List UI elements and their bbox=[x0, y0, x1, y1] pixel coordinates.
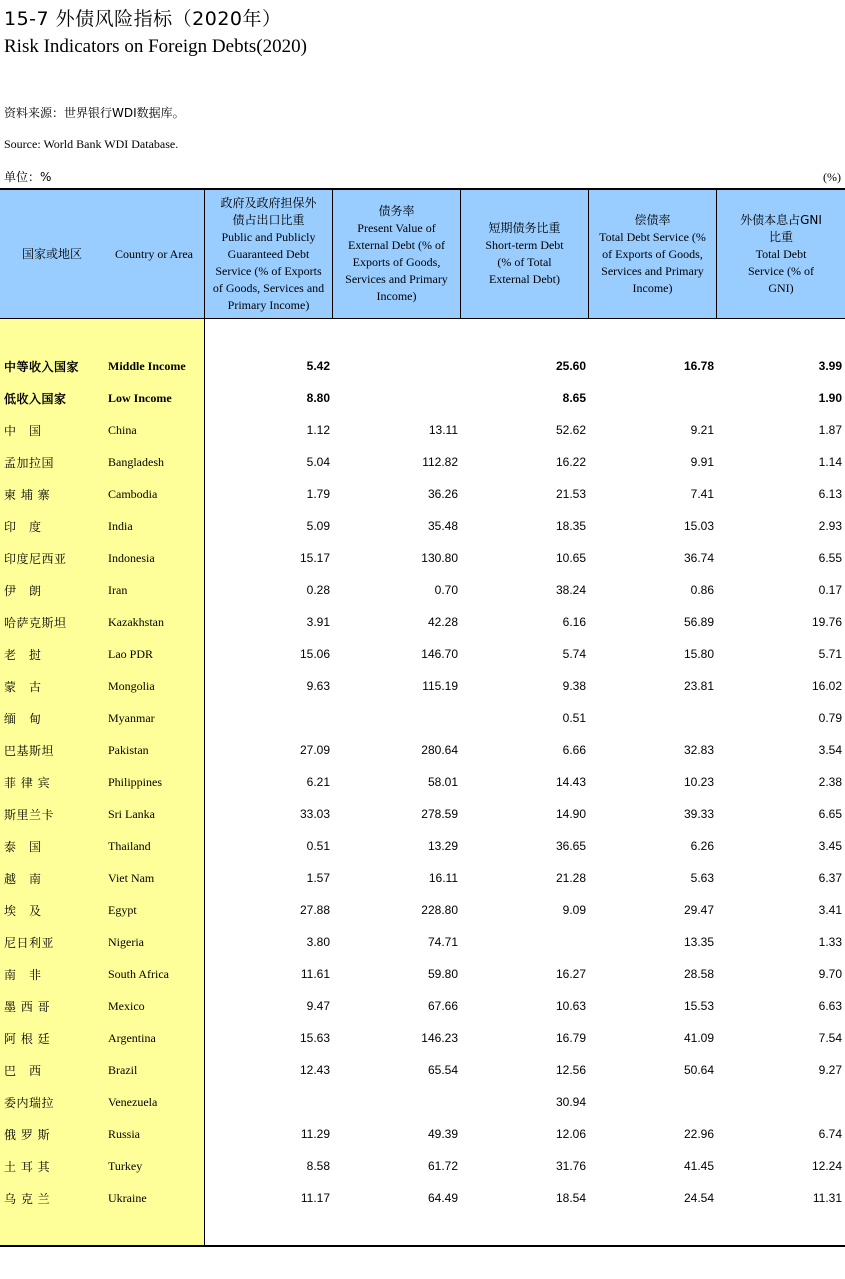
row-country-cn: 印度尼西亚 bbox=[4, 552, 67, 566]
row-country-cn: 印 度 bbox=[4, 520, 42, 534]
row-country-en: Philippines bbox=[108, 775, 163, 789]
row-country-en: Indonesia bbox=[108, 551, 155, 565]
cell-total-debt-service: 0.86 bbox=[690, 583, 714, 597]
header-col3-en: Short-term Debt (% of Total External Debt) bbox=[485, 238, 564, 286]
cell-total-debt-service: 15.80 bbox=[683, 647, 714, 661]
table-row bbox=[0, 958, 845, 990]
table-row bbox=[0, 1150, 845, 1182]
row-country-cn: 柬 埔 寨 bbox=[4, 488, 51, 502]
cell-ppg-debt-service: 6.21 bbox=[306, 775, 330, 789]
row-country-cn: 中等收入国家 bbox=[4, 360, 80, 374]
row-country-cn: 委内瑞拉 bbox=[4, 1096, 55, 1110]
cell-debt-service-gni: 6.55 bbox=[818, 551, 842, 565]
header-col1 bbox=[204, 190, 332, 318]
row-country-en: Lao PDR bbox=[108, 647, 153, 661]
cell-ppg-debt-service: 27.09 bbox=[299, 743, 330, 757]
cell-debt-service-gni: 1.90 bbox=[818, 391, 842, 405]
row-country-en: Ukraine bbox=[108, 1191, 147, 1205]
row-country-en: Viet Nam bbox=[108, 871, 155, 885]
cell-total-debt-service: 13.35 bbox=[683, 935, 714, 949]
unit-label-right: (%) bbox=[823, 170, 841, 184]
header-col5 bbox=[716, 190, 845, 318]
row-country-cn: 土 耳 其 bbox=[4, 1160, 51, 1174]
cell-debt-service-gni: 2.93 bbox=[818, 519, 842, 533]
cell-short-term-debt: 5.74 bbox=[562, 647, 586, 661]
cell-ppg-debt-service: 11.29 bbox=[300, 1127, 330, 1141]
row-country-en: Kazakhstan bbox=[108, 615, 164, 629]
row-country-en: Mongolia bbox=[108, 679, 155, 693]
table-row bbox=[0, 414, 845, 446]
cell-debt-service-gni: 19.76 bbox=[811, 615, 842, 629]
row-country-en: China bbox=[108, 423, 137, 437]
table-row bbox=[0, 894, 845, 926]
row-country-en: Low Income bbox=[108, 391, 172, 405]
cell-debt-ratio: 112.82 bbox=[422, 455, 458, 469]
cell-short-term-debt: 14.90 bbox=[555, 807, 586, 821]
header-col2-cn: 债务率 bbox=[378, 204, 415, 218]
cell-ppg-debt-service: 8.58 bbox=[306, 1159, 330, 1173]
cell-debt-ratio: 278.59 bbox=[421, 807, 458, 821]
row-country-cn: 哈萨克斯坦 bbox=[4, 616, 67, 630]
row-country-cn: 墨 西 哥 bbox=[4, 1000, 51, 1014]
cell-debt-ratio: 67.66 bbox=[427, 999, 458, 1013]
header-col4-en: Total Debt Service (% of Exports of Goods, Services and Primary Income) bbox=[599, 229, 706, 295]
cell-debt-service-gni: 6.37 bbox=[818, 871, 842, 885]
cell-short-term-debt: 36.65 bbox=[555, 839, 586, 853]
cell-short-term-debt: 21.28 bbox=[555, 871, 586, 885]
cell-debt-service-gni: 6.65 bbox=[818, 807, 842, 821]
cell-short-term-debt: 12.56 bbox=[555, 1063, 586, 1077]
cell-ppg-debt-service: 1.12 bbox=[306, 423, 330, 437]
cell-short-term-debt: 6.16 bbox=[562, 615, 586, 629]
table-row bbox=[0, 702, 845, 734]
cell-ppg-debt-service: 9.47 bbox=[306, 999, 330, 1013]
cell-short-term-debt: 16.79 bbox=[555, 1031, 586, 1045]
cell-ppg-debt-service: 5.04 bbox=[306, 455, 330, 469]
cell-ppg-debt-service: 12.43 bbox=[299, 1063, 330, 1077]
cell-total-debt-service: 29.47 bbox=[683, 903, 714, 917]
table-row bbox=[0, 542, 845, 574]
cell-debt-ratio: 16.11 bbox=[428, 871, 458, 885]
cell-total-debt-service: 41.45 bbox=[683, 1159, 714, 1173]
row-country-en: Myanmar bbox=[108, 711, 155, 725]
table-row bbox=[0, 382, 845, 414]
row-country-en: Iran bbox=[108, 583, 128, 597]
cell-ppg-debt-service: 0.51 bbox=[306, 839, 330, 853]
cell-total-debt-service: 23.81 bbox=[683, 679, 714, 693]
cell-debt-service-gni: 6.74 bbox=[818, 1127, 842, 1141]
cell-total-debt-service: 41.09 bbox=[683, 1031, 714, 1045]
cell-ppg-debt-service: 33.03 bbox=[299, 807, 330, 821]
table-row bbox=[0, 1022, 845, 1054]
header-col5-cn: 外债本息占GNI比重 bbox=[740, 212, 822, 244]
header-col1-cn: 政府及政府担保外债占出口比重 bbox=[220, 195, 317, 227]
cell-total-debt-service: 22.96 bbox=[683, 1127, 714, 1141]
cell-debt-service-gni: 9.70 bbox=[818, 967, 842, 981]
table-row bbox=[0, 798, 845, 830]
source-note-cn: 资料来源：世界银行WDI数据库。 bbox=[4, 106, 185, 120]
cell-total-debt-service: 9.21 bbox=[690, 423, 714, 437]
cell-total-debt-service: 15.53 bbox=[683, 999, 714, 1013]
row-country-en: Egypt bbox=[108, 903, 137, 917]
cell-total-debt-service: 24.54 bbox=[683, 1191, 714, 1205]
cell-debt-ratio: 58.01 bbox=[427, 775, 458, 789]
row-country-en: Russia bbox=[108, 1127, 141, 1141]
cell-total-debt-service: 28.58 bbox=[683, 967, 714, 981]
cell-short-term-debt: 16.22 bbox=[555, 455, 586, 469]
cell-ppg-debt-service: 11.17 bbox=[300, 1191, 330, 1205]
cell-short-term-debt: 14.43 bbox=[555, 775, 586, 789]
row-country-cn: 缅 甸 bbox=[4, 712, 42, 726]
header-col2-en: Present Value of External Debt (% of Exports of Goods, Services and Primary Income) bbox=[345, 221, 448, 303]
row-country-en: Sri Lanka bbox=[108, 807, 155, 821]
table-row bbox=[0, 638, 845, 670]
cell-short-term-debt: 18.54 bbox=[555, 1191, 586, 1205]
cell-ppg-debt-service: 11.61 bbox=[300, 967, 330, 981]
table-row bbox=[0, 574, 845, 606]
cell-short-term-debt: 31.76 bbox=[555, 1159, 586, 1173]
table-row bbox=[0, 830, 845, 862]
row-country-en: Middle Income bbox=[108, 359, 186, 373]
cell-debt-service-gni: 3.54 bbox=[818, 743, 842, 757]
cell-total-debt-service: 32.83 bbox=[683, 743, 714, 757]
cell-total-debt-service: 10.23 bbox=[683, 775, 714, 789]
table-row bbox=[0, 862, 845, 894]
row-country-en: Venezuela bbox=[108, 1095, 158, 1109]
row-country-en: Brazil bbox=[108, 1063, 138, 1077]
row-country-cn: 斯里兰卡 bbox=[4, 808, 55, 822]
cell-short-term-debt: 38.24 bbox=[555, 583, 586, 597]
cell-debt-ratio: 228.80 bbox=[421, 903, 458, 917]
table-row bbox=[0, 926, 845, 958]
cell-ppg-debt-service: 5.09 bbox=[306, 519, 330, 533]
cell-ppg-debt-service: 3.80 bbox=[306, 935, 330, 949]
table-row bbox=[0, 990, 845, 1022]
cell-ppg-debt-service: 3.91 bbox=[306, 615, 330, 629]
table-row bbox=[0, 766, 845, 798]
row-country-en: Mexico bbox=[108, 999, 145, 1013]
row-country-cn: 乌 克 兰 bbox=[4, 1192, 51, 1206]
table-row bbox=[0, 670, 845, 702]
cell-total-debt-service: 50.64 bbox=[683, 1063, 714, 1077]
table-title-en: Risk Indicators on Foreign Debts(2020) bbox=[4, 36, 307, 57]
table-row bbox=[0, 510, 845, 542]
cell-debt-ratio: 0.70 bbox=[434, 583, 458, 597]
cell-debt-service-gni: 3.41 bbox=[818, 903, 842, 917]
cell-debt-service-gni: 1.33 bbox=[818, 935, 842, 949]
table-bottom-rule bbox=[0, 1245, 845, 1247]
row-country-cn: 埃 及 bbox=[4, 904, 42, 918]
row-country-en: Pakistan bbox=[108, 743, 149, 757]
cell-total-debt-service: 7.41 bbox=[690, 487, 714, 501]
table-row bbox=[0, 1182, 845, 1214]
row-country-cn: 巴基斯坦 bbox=[4, 744, 55, 758]
cell-debt-service-gni: 16.02 bbox=[811, 679, 842, 693]
cell-total-debt-service: 39.33 bbox=[683, 807, 714, 821]
cell-debt-ratio: 280.64 bbox=[421, 743, 458, 757]
source-note-en: Source: World Bank WDI Database. bbox=[4, 137, 179, 151]
table-header bbox=[0, 190, 845, 319]
cell-debt-ratio: 61.72 bbox=[427, 1159, 458, 1173]
header-col3 bbox=[460, 190, 588, 318]
cell-short-term-debt: 8.65 bbox=[562, 391, 586, 405]
cell-debt-ratio: 65.54 bbox=[427, 1063, 458, 1077]
table-row bbox=[0, 1118, 845, 1150]
header-col2 bbox=[332, 190, 460, 318]
header-col4 bbox=[588, 190, 716, 318]
cell-ppg-debt-service: 9.63 bbox=[306, 679, 330, 693]
row-country-cn: 菲 律 宾 bbox=[4, 776, 51, 790]
cell-debt-ratio: 115.19 bbox=[422, 679, 458, 693]
cell-total-debt-service: 5.63 bbox=[690, 871, 714, 885]
cell-debt-service-gni: 0.79 bbox=[818, 711, 842, 725]
cell-debt-service-gni: 9.27 bbox=[818, 1063, 842, 1077]
cell-short-term-debt: 25.60 bbox=[555, 359, 586, 373]
cell-debt-service-gni: 11.31 bbox=[812, 1191, 842, 1205]
cell-short-term-debt: 9.38 bbox=[562, 679, 586, 693]
cell-debt-service-gni: 3.45 bbox=[818, 839, 842, 853]
cell-total-debt-service: 16.78 bbox=[683, 359, 714, 373]
cell-short-term-debt: 10.63 bbox=[555, 999, 586, 1013]
cell-total-debt-service: 9.91 bbox=[690, 455, 714, 469]
cell-short-term-debt: 21.53 bbox=[555, 487, 586, 501]
table-row bbox=[0, 446, 845, 478]
cell-debt-ratio: 59.80 bbox=[427, 967, 458, 981]
cell-total-debt-service: 6.26 bbox=[690, 839, 714, 853]
cell-debt-service-gni: 6.13 bbox=[818, 487, 842, 501]
table-row bbox=[0, 350, 845, 382]
cell-short-term-debt: 0.51 bbox=[562, 711, 586, 725]
table-title-cn: 15-7 外债风险指标（2020年） bbox=[4, 8, 282, 30]
cell-debt-ratio: 42.28 bbox=[427, 615, 458, 629]
row-country-en: South Africa bbox=[108, 967, 169, 981]
table-row bbox=[0, 1054, 845, 1086]
cell-debt-ratio: 35.48 bbox=[427, 519, 458, 533]
cell-debt-service-gni: 0.17 bbox=[818, 583, 842, 597]
table-row bbox=[0, 1086, 845, 1118]
cell-short-term-debt: 6.66 bbox=[562, 743, 586, 757]
cell-debt-service-gni: 7.54 bbox=[818, 1031, 842, 1045]
row-country-en: Nigeria bbox=[108, 935, 144, 949]
header-col4-cn: 偿债率 bbox=[634, 212, 671, 227]
row-country-en: India bbox=[108, 519, 133, 533]
row-country-en: Bangladesh bbox=[108, 455, 164, 469]
cell-ppg-debt-service: 15.17 bbox=[299, 551, 330, 565]
row-country-cn: 尼日利亚 bbox=[4, 936, 55, 950]
cell-debt-ratio: 13.29 bbox=[427, 839, 458, 853]
header-col1-en: Public and Publicly Guaranteed Debt Service (% of Exports of Goods, Services and Primary Income) bbox=[212, 229, 325, 312]
row-country-cn: 越 南 bbox=[4, 872, 42, 886]
row-country-cn: 阿 根 廷 bbox=[4, 1032, 51, 1046]
cell-ppg-debt-service: 0.28 bbox=[306, 583, 330, 597]
cell-total-debt-service: 36.74 bbox=[683, 551, 714, 565]
cell-short-term-debt: 10.65 bbox=[555, 551, 586, 565]
row-country-cn: 中 国 bbox=[4, 424, 42, 438]
cell-debt-service-gni: 2.38 bbox=[818, 775, 842, 789]
row-country-cn: 低收入国家 bbox=[4, 392, 67, 406]
row-country-en: Turkey bbox=[108, 1159, 143, 1173]
table-row bbox=[0, 478, 845, 510]
cell-debt-ratio: 130.80 bbox=[421, 551, 458, 565]
row-country-en: Argentina bbox=[108, 1031, 156, 1045]
cell-debt-service-gni: 1.14 bbox=[818, 455, 842, 469]
table-row bbox=[0, 606, 845, 638]
cell-debt-ratio: 64.49 bbox=[427, 1191, 458, 1205]
cell-debt-ratio: 13.11 bbox=[428, 423, 458, 437]
cell-debt-ratio: 74.71 bbox=[427, 935, 458, 949]
row-country-cn: 蒙 古 bbox=[4, 680, 42, 694]
cell-total-debt-service: 15.03 bbox=[683, 519, 714, 533]
row-country-cn: 俄 罗 斯 bbox=[4, 1128, 51, 1142]
cell-debt-service-gni: 3.99 bbox=[818, 359, 842, 373]
row-country-cn: 巴 西 bbox=[4, 1064, 42, 1078]
cell-debt-ratio: 36.26 bbox=[427, 487, 458, 501]
cell-short-term-debt: 16.27 bbox=[555, 967, 586, 981]
cell-ppg-debt-service: 15.63 bbox=[299, 1031, 330, 1045]
cell-short-term-debt: 12.06 bbox=[555, 1127, 586, 1141]
row-country-en: Cambodia bbox=[108, 487, 158, 501]
cell-short-term-debt: 18.35 bbox=[555, 519, 586, 533]
table-row bbox=[0, 734, 845, 766]
cell-debt-service-gni: 12.24 bbox=[811, 1159, 842, 1173]
header-country-cn: 国家或地区 bbox=[21, 246, 82, 261]
row-country-en: Thailand bbox=[108, 839, 151, 853]
cell-debt-service-gni: 1.87 bbox=[818, 423, 842, 437]
cell-debt-ratio: 146.70 bbox=[421, 647, 458, 661]
cell-ppg-debt-service: 27.88 bbox=[299, 903, 330, 917]
cell-debt-ratio: 49.39 bbox=[427, 1127, 458, 1141]
cell-debt-service-gni: 6.63 bbox=[818, 999, 842, 1013]
header-country-en: Country or Area bbox=[115, 246, 193, 261]
cell-total-debt-service: 56.89 bbox=[683, 615, 714, 629]
row-country-cn: 南 非 bbox=[4, 968, 42, 982]
header-col3-cn: 短期债务比重 bbox=[488, 221, 561, 235]
cell-ppg-debt-service: 15.06 bbox=[299, 647, 330, 661]
unit-label-cn: 单位：% bbox=[4, 170, 52, 184]
row-country-cn: 老 挝 bbox=[4, 648, 42, 662]
row-country-cn: 伊 朗 bbox=[4, 584, 42, 598]
cell-ppg-debt-service: 1.79 bbox=[306, 487, 330, 501]
cell-short-term-debt: 9.09 bbox=[562, 903, 586, 917]
cell-ppg-debt-service: 8.80 bbox=[306, 391, 330, 405]
cell-short-term-debt: 52.62 bbox=[555, 423, 586, 437]
cell-short-term-debt: 30.94 bbox=[555, 1095, 586, 1109]
row-country-cn: 孟加拉国 bbox=[4, 456, 55, 470]
cell-ppg-debt-service: 1.57 bbox=[306, 871, 330, 885]
cell-debt-ratio: 146.23 bbox=[421, 1031, 458, 1045]
cell-debt-service-gni: 5.71 bbox=[818, 647, 842, 661]
header-col5-en: Total Debt Service (% of GNI) bbox=[748, 246, 814, 295]
row-country-cn: 泰 国 bbox=[4, 840, 42, 854]
cell-ppg-debt-service: 5.42 bbox=[306, 359, 330, 373]
